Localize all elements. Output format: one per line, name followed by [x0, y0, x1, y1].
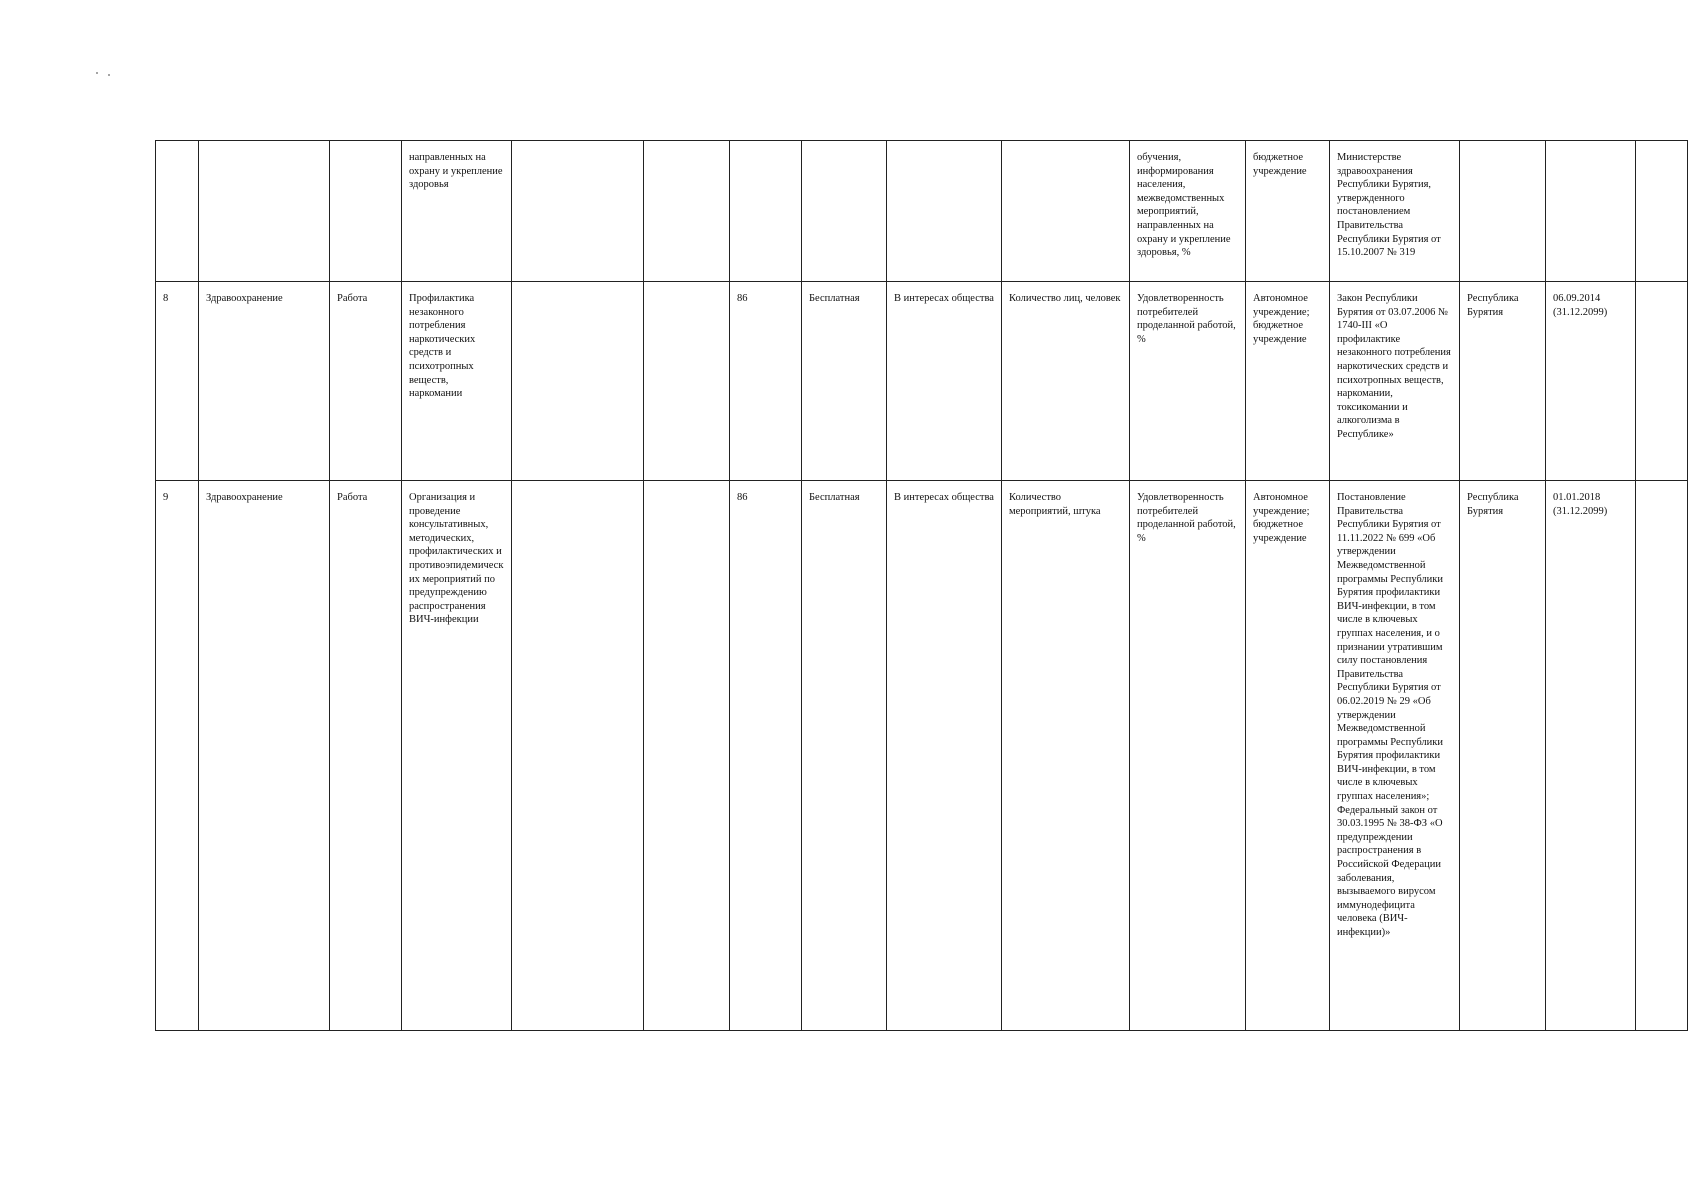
cell-code: 86	[730, 481, 802, 1031]
cell-payment: Бесплатная	[802, 282, 887, 481]
cell-code	[730, 141, 802, 282]
cell-blank	[644, 481, 730, 1031]
cell-payment	[802, 141, 887, 282]
cell-number	[156, 141, 199, 282]
cell-interest	[887, 141, 1002, 282]
cell-kind: Работа	[330, 282, 402, 481]
cell-blank	[1636, 282, 1688, 481]
cell-institution-type: Автономное учреждение; бюджетное учреждение	[1246, 282, 1330, 481]
cell-institution-type: бюджетное учреждение	[1246, 141, 1330, 282]
cell-legal-basis: Министерстве здравоохранения Республики Бурятия, утвержденного постановлением Правительства Республики Бурятия от 15.10.2007 № 319	[1330, 141, 1460, 282]
cell-content: Профилактика незаконного потребления наркотических средств и психотропных веществ, наркомании	[402, 282, 512, 481]
cell-payment: Бесплатная	[802, 481, 887, 1031]
cell-date: 06.09.2014 (31.12.2099)	[1546, 282, 1636, 481]
cell-blank	[512, 282, 644, 481]
cell-volume-indicator	[1002, 141, 1130, 282]
cell-authority	[1460, 141, 1546, 282]
cell-date: 01.01.2018 (31.12.2099)	[1546, 481, 1636, 1031]
cell-content: направленных на охрану и укрепление здоровья	[402, 141, 512, 282]
cell-kind: Работа	[330, 481, 402, 1031]
scan-speck	[108, 74, 110, 76]
cell-quality-indicator: Удовлетворенность потребителей проделанной работой, %	[1130, 481, 1246, 1031]
cell-number: 9	[156, 481, 199, 1031]
table-row	[156, 141, 1688, 282]
scan-speck	[96, 72, 98, 74]
cell-blank	[1636, 141, 1688, 282]
cell-blank	[512, 141, 644, 282]
services-registry-table	[155, 140, 1688, 1031]
cell-volume-indicator: Количество лиц, человек	[1002, 282, 1130, 481]
cell-number: 8	[156, 282, 199, 481]
cell-code: 86	[730, 282, 802, 481]
cell-legal-basis: Постановление Правительства Республики Бурятия от 11.11.2022 № 699 «Об утверждении Межведомственной программы Республики Бурятия профилактики ВИЧ-инфекции, в том числе в ключевых группах населения, и о признании утратившим силу постановления Правительства Республики Бурятия от 06.02.2019 № 29 «Об утверждении Межведомственной программы Республики Бурятия профилактики ВИЧ-инфекции, в том числе в ключевых группах населения»; Федеральный закон от 30.03.1995 № 38-ФЗ «О предупреждении распространения в Российской Федерации заболевания, вызываемого вирусом иммунодефицита человека (ВИЧ-инфекции)»	[1330, 481, 1460, 1031]
cell-sector	[199, 141, 330, 282]
cell-blank	[512, 481, 644, 1031]
cell-sector: Здравоохранение	[199, 481, 330, 1031]
table-row	[156, 282, 1688, 481]
cell-blank	[644, 282, 730, 481]
cell-interest: В интересах общества	[887, 282, 1002, 481]
cell-quality-indicator: Удовлетворенность потребителей проделанной работой, %	[1130, 282, 1246, 481]
cell-kind	[330, 141, 402, 282]
cell-blank	[1636, 481, 1688, 1031]
cell-interest: В интересах общества	[887, 481, 1002, 1031]
cell-volume-indicator: Количество мероприятий, штука	[1002, 481, 1130, 1031]
cell-date	[1546, 141, 1636, 282]
cell-legal-basis: Закон Республики Бурятия от 03.07.2006 № 1740-III «О профилактике незаконного потребления наркотических средств и психотропных веществ, наркомании, токсикомании и алкоголизма в Республике»	[1330, 282, 1460, 481]
cell-authority: Республика Бурятия	[1460, 481, 1546, 1031]
cell-institution-type: Автономное учреждение; бюджетное учреждение	[1246, 481, 1330, 1031]
cell-sector: Здравоохранение	[199, 282, 330, 481]
cell-content: Организация и проведение консультативных, методических, профилактических и противоэпидемических мероприятий по предупреждению распространения ВИЧ-инфекции	[402, 481, 512, 1031]
table-row	[156, 481, 1688, 1031]
cell-quality-indicator: обучения, информирования населения, межведомственных мероприятий, направленных на охрану и укрепление здоровья, %	[1130, 141, 1246, 282]
cell-authority: Республика Бурятия	[1460, 282, 1546, 481]
cell-blank	[644, 141, 730, 282]
